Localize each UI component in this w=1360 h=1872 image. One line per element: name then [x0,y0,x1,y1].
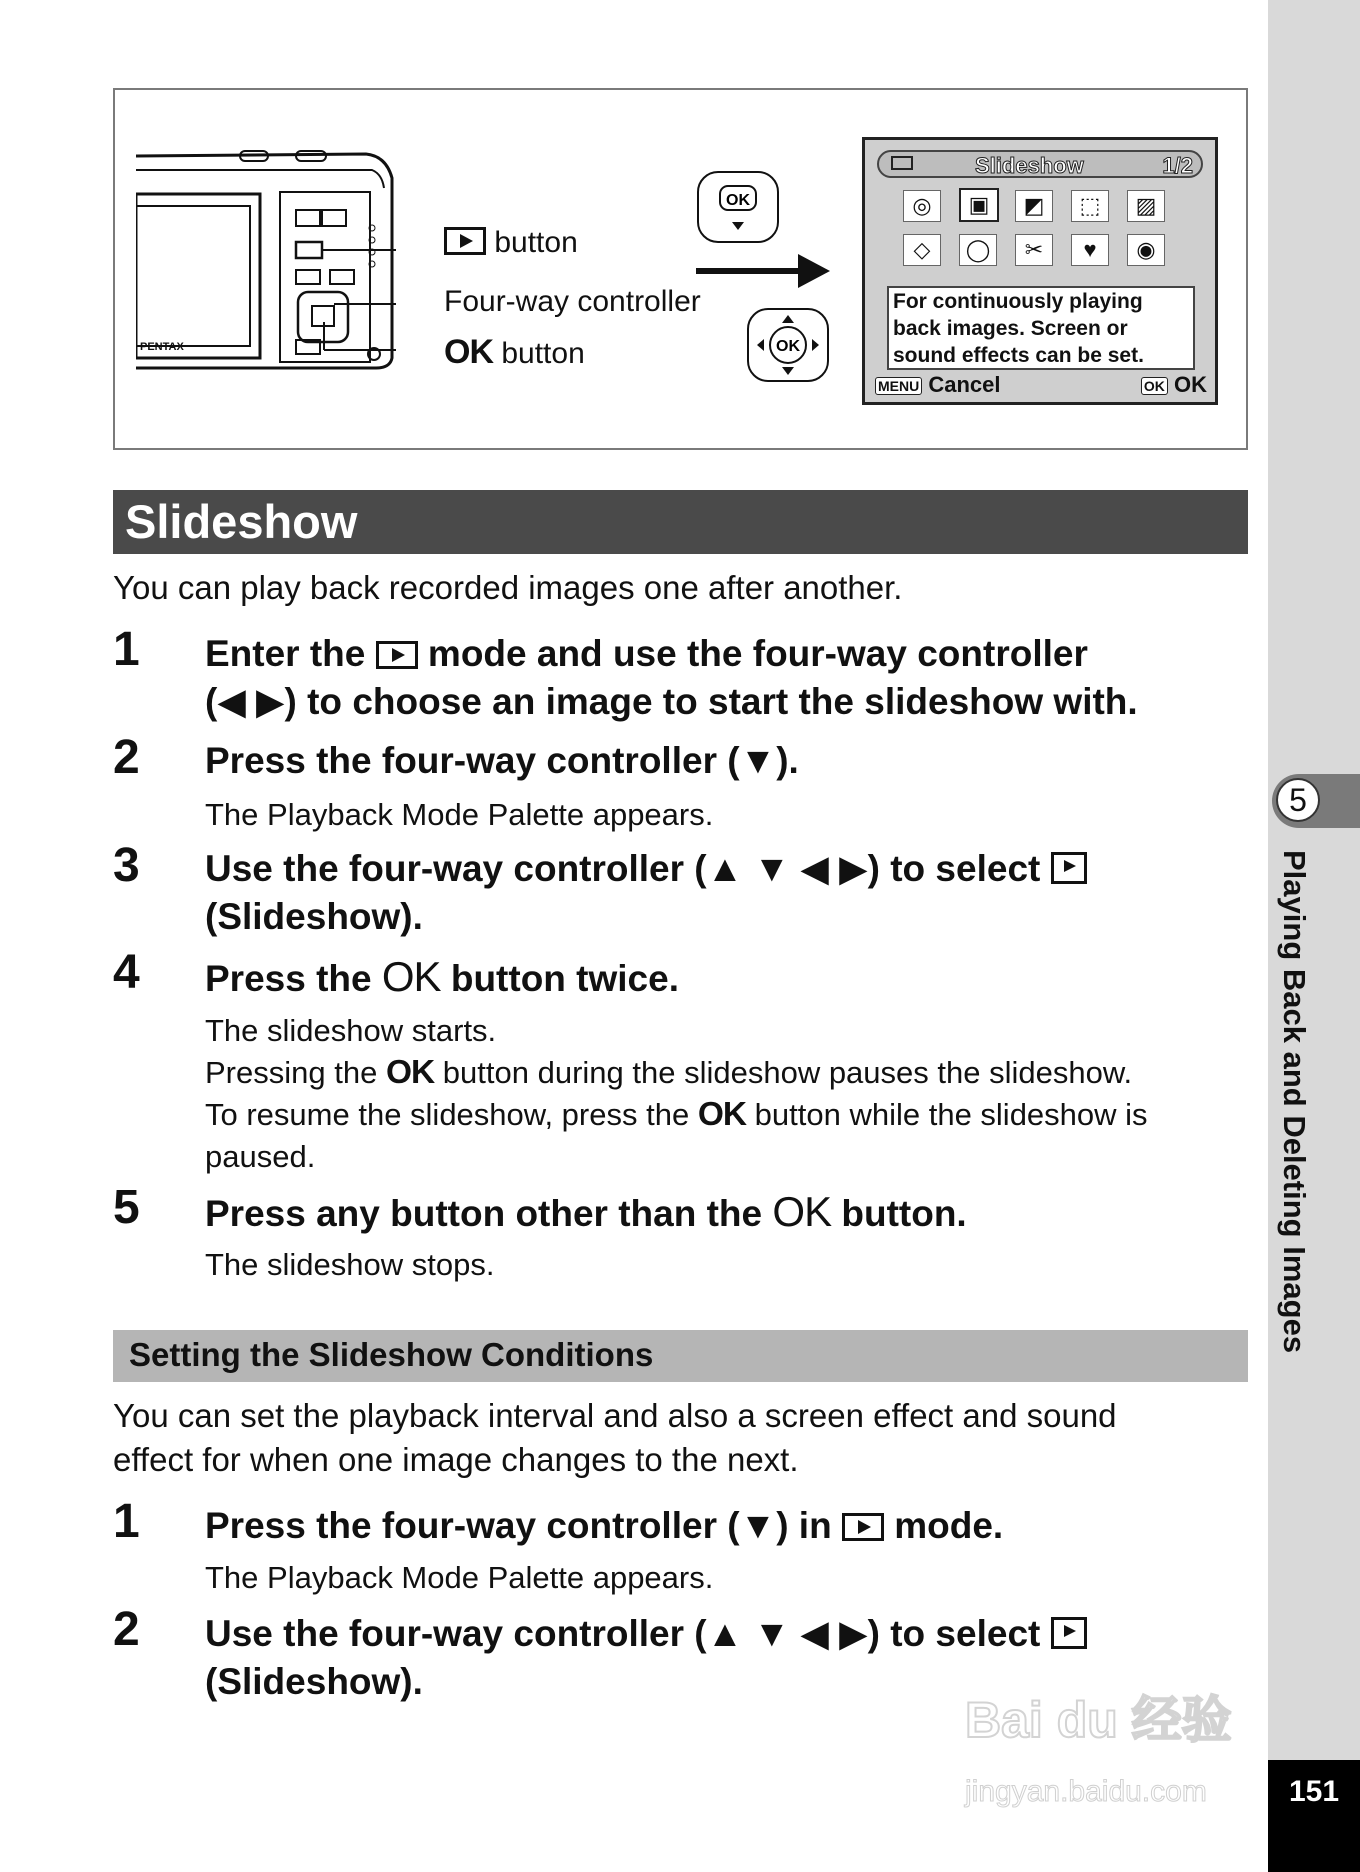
ok-button-label: OK button [444,333,585,371]
arrow-right-icon [694,248,834,294]
playback-mode-icon [444,227,486,255]
subsection-heading: Setting the Slideshow Conditions [113,1330,1248,1382]
controller-label: Four-way controller [444,285,701,318]
step-title: Use the four-way controller (▲ ▼ ◀ ▶) to select (Slideshow). [205,845,1087,941]
step-number: 1 [113,1495,140,1548]
lcd-description: For continuously playing back images. Screen or sound effects can be set. [887,286,1195,370]
lcd-footer [875,372,1211,402]
ok-key-icon [694,168,784,248]
ok-key-icon: OK [1141,377,1168,395]
step-detail: The slideshow starts. Pressing the OK button during the slideshow pauses the slideshow. To resume the slideshow, press the OK button while the slideshow is paused. [205,1013,1148,1174]
palette-redeye-icon: ◉ [1127,234,1165,266]
step-title: Enter the mode and use the four-way controller (◀ ▶) to choose an image to start the slideshow with. [205,633,1138,722]
slideshow-icon [1051,1617,1087,1649]
step-number: 2 [113,731,140,784]
palette-rotate-icon: ◇ [903,234,941,266]
step-number: 4 [113,946,140,999]
chapter-number: 5 [1276,778,1320,822]
step-title: Press the OK button twice. [205,953,679,1000]
lcd-cancel: Cancel [928,372,1001,397]
palette-frame-icon: ♥ [1071,234,1109,266]
step-number: 5 [113,1181,140,1234]
slideshow-icon [1051,852,1087,884]
step-detail: The Playback Mode Palette appears. [205,1560,714,1595]
step-title: Press the four-way controller (▼). [205,740,799,781]
lcd-title-bar [877,150,1203,178]
camera-brand: PENTAX [140,341,184,353]
lcd-title: Slideshow [975,153,1084,178]
svg-text:OK: OK [726,192,750,209]
palette-copy-icon: ▨ [1127,190,1165,222]
step-title: Press any button other than the OK button. [205,1188,967,1235]
section-heading: Slideshow [113,490,1248,554]
palette-slideshow-icon: ▣ [959,188,999,222]
chapter-title: Playing Back and Deleting Images [1277,850,1312,1354]
palette-filter-icon: ◯ [959,234,997,266]
step-number: 3 [113,839,140,892]
section-intro: You can play back recorded images one after another. [113,569,903,606]
svg-text:OK: OK [776,338,800,355]
palette-resize-icon: ◩ [1015,190,1053,222]
step-detail: The Playback Mode Palette appears. [205,797,714,832]
watermark-logo: Bai du 经验 [965,1692,1232,1748]
palette-crop-icon: ⬚ [1071,190,1109,222]
camera-lcd-screen [862,137,1218,405]
step-title: Use the four-way controller (▲ ▼ ◀ ▶) to select (Slideshow). [205,1610,1087,1706]
lcd-page-indicator: 1/2 [1162,153,1193,178]
step-number: 1 [113,623,140,676]
step-detail: The slideshow stops. [205,1247,495,1282]
page-number: 151 [1268,1760,1360,1872]
subsection-intro: You can set the playback interval and also a screen effect and sound effect for when one image changes to the next. [113,1397,1117,1478]
palette-icon-1: ◎ [903,190,941,222]
playback-mode-icon [376,641,418,669]
four-way-controller-icon [744,305,834,385]
palette-movie-edit-icon: ✂ [1015,234,1053,266]
menu-key-icon: MENU [875,377,922,395]
playback-mode-icon [891,156,913,170]
playback-button-label: button [444,226,578,260]
watermark-url: jingyan.baidu.com [965,1775,1207,1808]
lcd-ok: OK [1174,372,1207,397]
playback-mode-icon [842,1513,884,1541]
step-number: 2 [113,1603,140,1656]
step-title: Press the four-way controller (▼) in mode. [205,1505,1004,1546]
